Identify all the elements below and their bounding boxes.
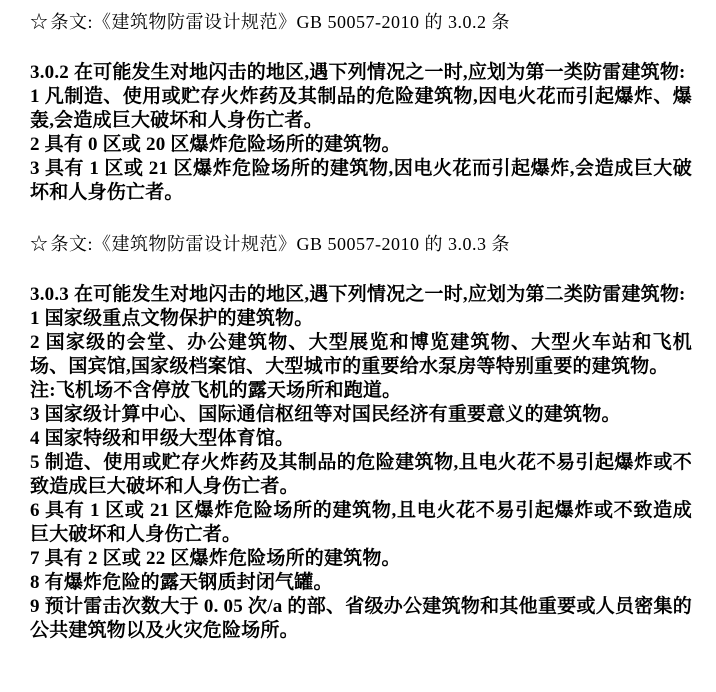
clause-item-3: 3 国家级计算中心、国际通信枢纽等对国民经济有重要意义的建筑物。 — [30, 404, 621, 425]
clause-section-3-0-3 — [30, 232, 692, 643]
clause-item-1: 1 凡制造、使用或贮存火炸药及其制品的危险建筑物,因电火花而引起爆炸、爆轰,会造成巨大破坏和人身伤亡者。 — [30, 86, 692, 131]
clause-item-6: 6 具有 1 区或 21 区爆炸危险场所的建筑物,且电火花不易引起爆炸或不致造成巨大破坏和人身伤亡者。 — [30, 500, 692, 545]
clause-item-8: 8 有爆炸危险的露天钢质封闭气罐。 — [30, 572, 333, 593]
clause-item-1: 1 国家级重点文物保护的建筑物。 — [30, 308, 314, 329]
clause-reference-text: 条文:《建筑物防雷设计规范》GB 50057-2010 的 3.0.2 条 — [50, 12, 510, 32]
star-icon: ☆ — [30, 234, 49, 254]
star-icon: ☆ — [30, 12, 49, 32]
clause-reference-text: 条文:《建筑物防雷设计规范》GB 50057-2010 的 3.0.3 条 — [50, 234, 510, 254]
clause-item-4: 4 国家特级和甲级大型体育馆。 — [30, 428, 295, 449]
clause-item-2: 2 国家级的会堂、办公建筑物、大型展览和博览建筑物、大型火车站和飞机场、国宾馆,国家级档案馆、大型城市的重要给水泵房等特别重要的建筑物。 — [30, 332, 692, 377]
clause-item-9: 9 预计雷击次数大于 0. 05 次/a 的部、省级办公建筑物和其他重要或人员密集的公共建筑物以及火灾危险场所。 — [30, 596, 692, 641]
clause-intro: 3.0.3 在可能发生对地闪击的地区,遇下列情况之一时,应划为第二类防雷建筑物: — [30, 284, 686, 305]
clause-note: 注:飞机场不含停放飞机的露天场所和跑道。 — [30, 380, 402, 401]
clause-intro: 3.0.2 在可能发生对地闪击的地区,遇下列情况之一时,应划为第一类防雷建筑物: — [30, 62, 686, 83]
clause-item-7: 7 具有 2 区或 22 区爆炸危险场所的建筑物。 — [30, 548, 401, 569]
clause-section-3-0-2 — [30, 10, 692, 205]
clause-item-3: 3 具有 1 区或 21 区爆炸危险场所的建筑物,因电火花而引起爆炸,会造成巨大破坏和人身伤亡者。 — [30, 158, 692, 203]
clause-item-2: 2 具有 0 区或 20 区爆炸危险场所的建筑物。 — [30, 134, 401, 155]
clause-reference-header — [30, 10, 692, 35]
clause-reference-header — [30, 232, 692, 257]
clause-item-5: 5 制造、使用或贮存火炸药及其制品的危险建筑物,且电火花不易引起爆炸或不致造成巨大破坏和人身伤亡者。 — [30, 452, 692, 497]
